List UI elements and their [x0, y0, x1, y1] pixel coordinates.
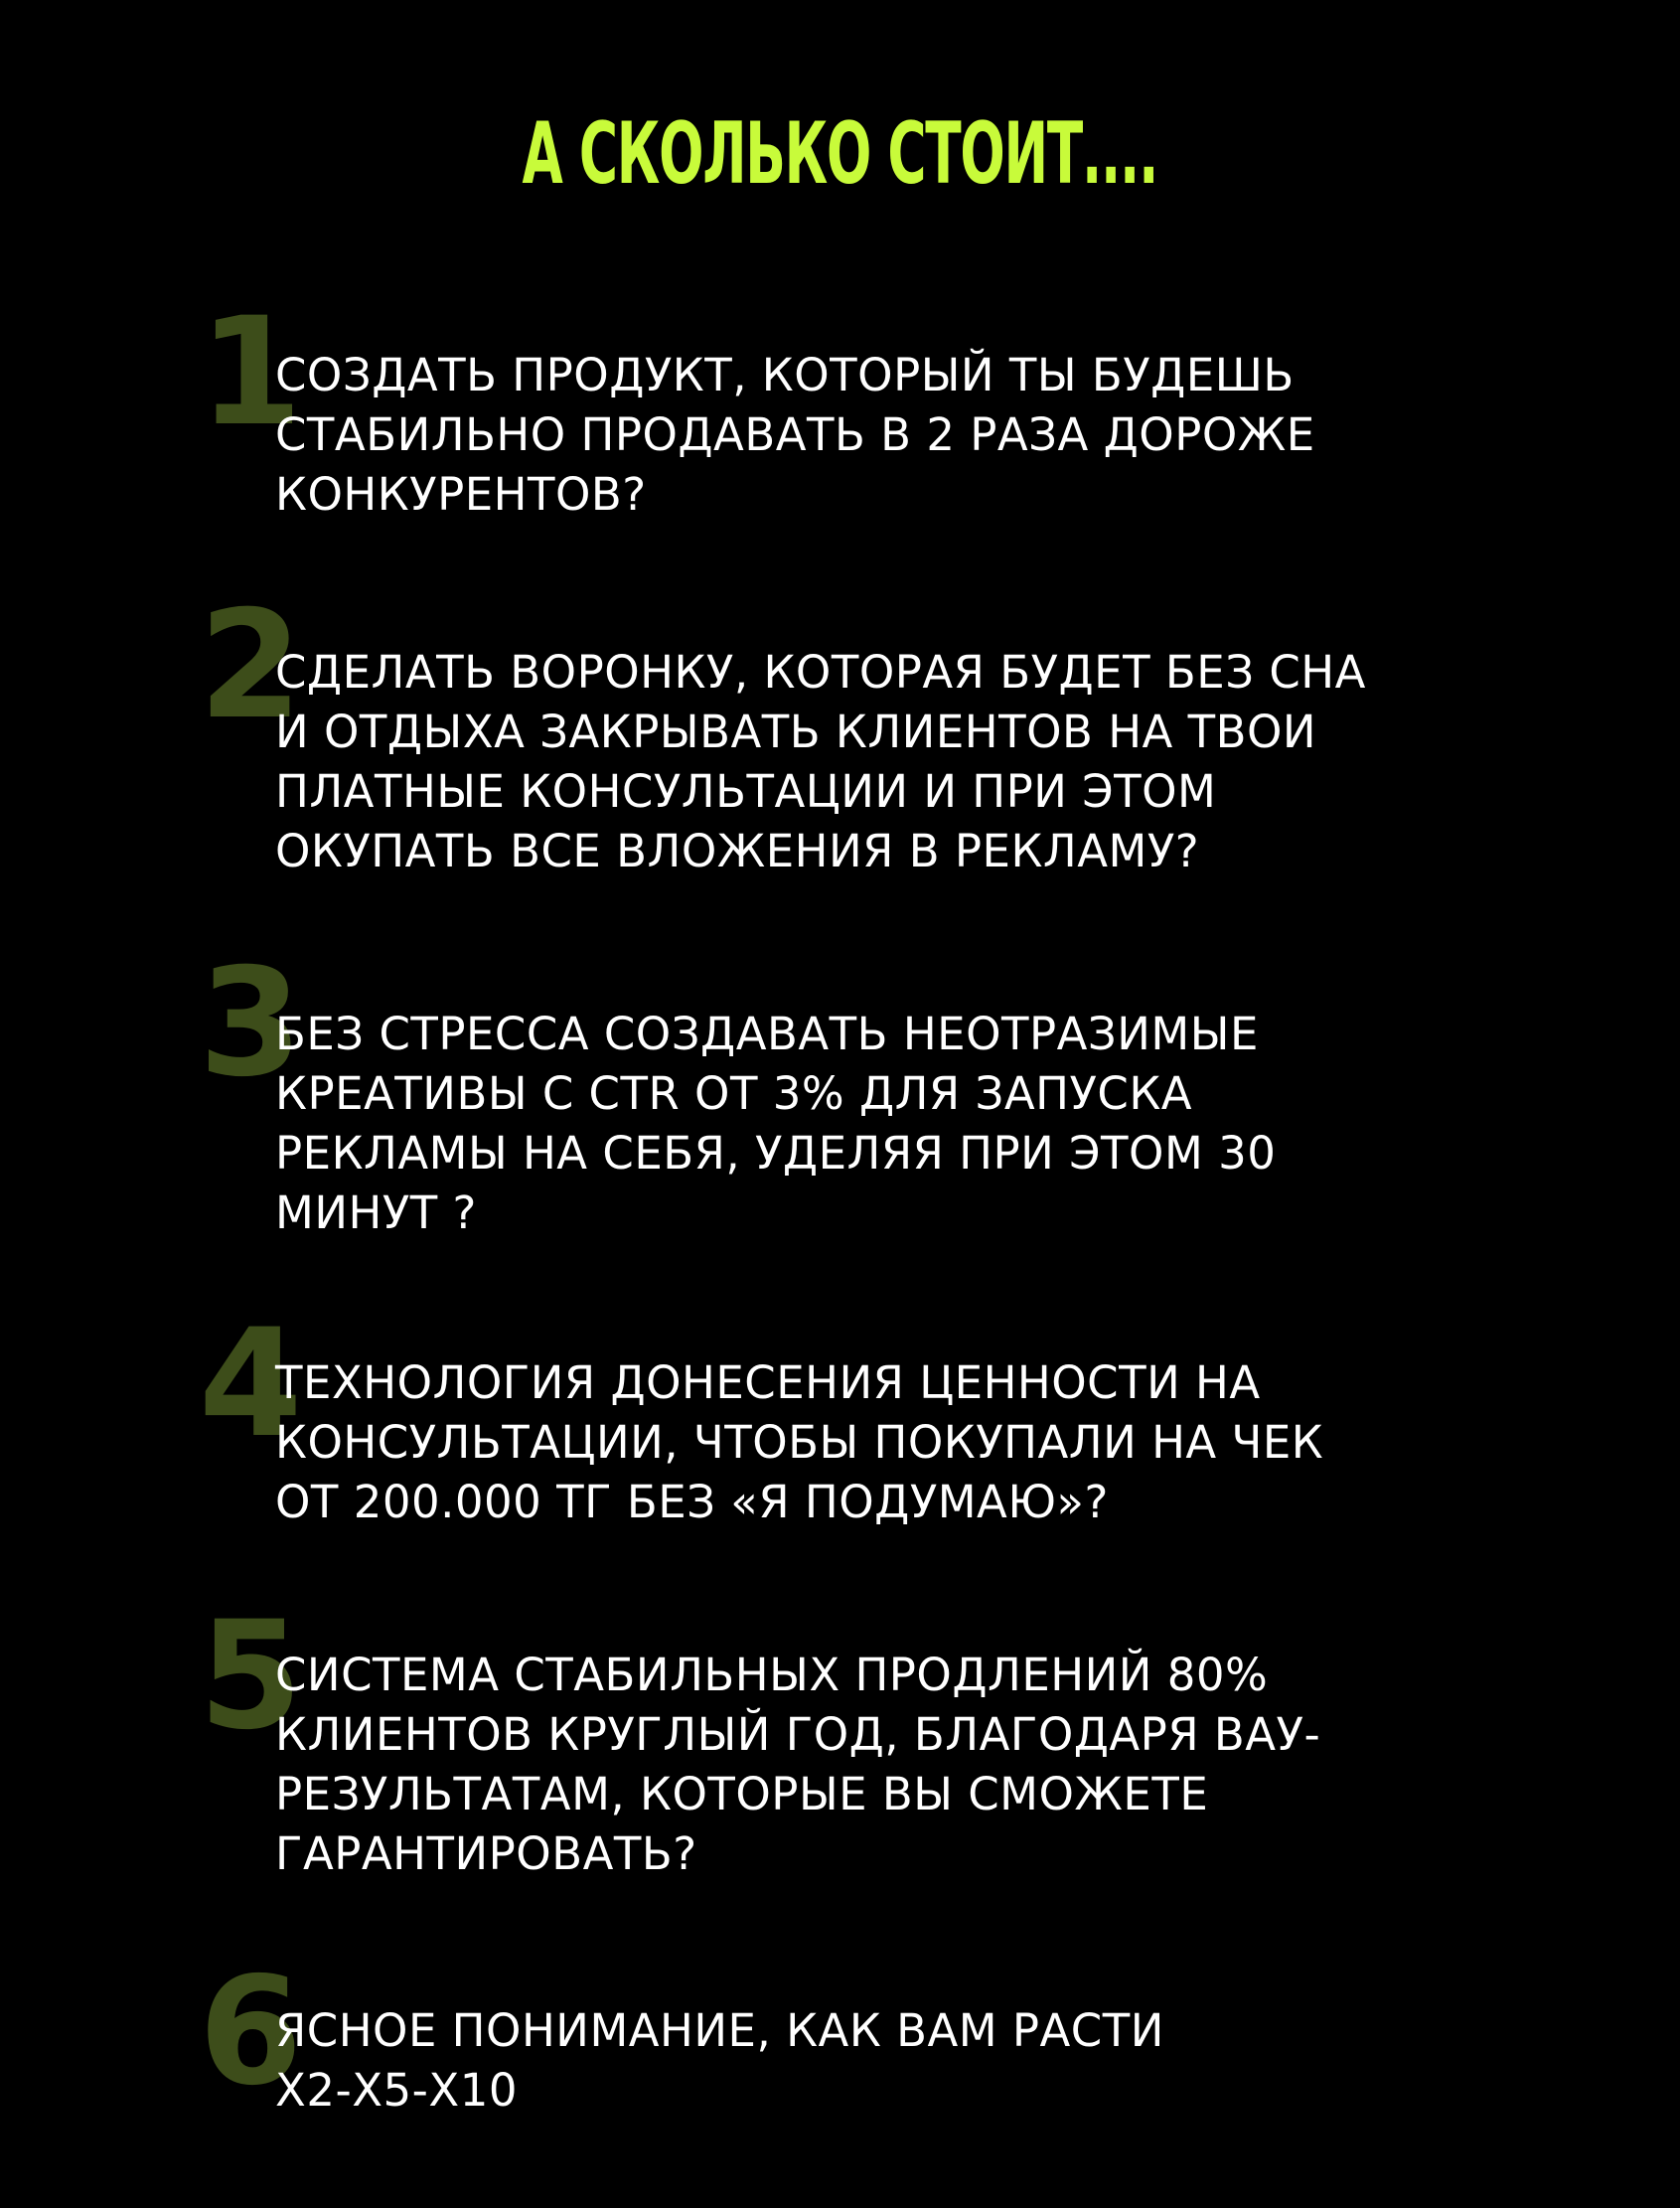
item-number-5: 5 — [199, 1590, 295, 1763]
item-number-2: 2 — [199, 579, 295, 752]
item-text-3: БЕЗ СТРЕССА СОЗДАВАТЬ НЕОТРАЗИМЫЕ КРЕАТИВЫ С CTR ОТ 3% ДЛЯ ЗАПУСКА РЕКЛАМЫ НА СЕБЯ, УДЕЛЯЯ ПРИ ЭТОМ 30 МИНУТ ? — [275, 1008, 1277, 1239]
item-text-1: СОЗДАТЬ ПРОДУКТ, КОТОРЫЙ ТЫ БУДЕШЬ СТАБИЛЬНО ПРОДАВАТЬ В 2 РАЗА ДОРОЖЕ КОНКУРЕНТОВ? — [275, 349, 1315, 521]
item-text-5: СИСТЕМА СТАБИЛЬНЫХ ПРОДЛЕНИЙ 80% КЛИЕНТОВ КРУГЛЫЙ ГОД, БЛАГОДАРЯ ВАУ- РЕЗУЛЬТАТАМ, КОТОРЫЕ ВЫ СМОЖЕТЕ ГАРАНТИРОВАТЬ? — [275, 1649, 1321, 1880]
item-text-2: СДЕЛАТЬ ВОРОНКУ, КОТОРАЯ БУДЕТ БЕЗ СНА И ОТДЫХА ЗАКРЫВАТЬ КЛИЕНТОВ НА ТВОИ ПЛАТНЫЕ КОНСУЛЬТАЦИИ И ПРИ ЭТОМ ОКУПАТЬ ВСЕ ВЛОЖЕНИЯ В РЕКЛАМУ? — [275, 646, 1366, 877]
item-number-6: 6 — [199, 1946, 295, 2119]
item-text-4: ТЕХНОЛОГИЯ ДОНЕСЕНИЯ ЦЕННОСТИ НА КОНСУЛЬТАЦИИ, ЧТОБЫ ПОКУПАЛИ НА ЧЕК ОТ 200.000 ТГ БЕЗ «Я ПОДУМАЮ»? — [275, 1356, 1324, 1528]
item-number-1: 1 — [199, 286, 295, 459]
item-number-3: 3 — [199, 937, 295, 1110]
item-number-4: 4 — [199, 1298, 295, 1471]
page-title: А СКОЛЬКО СТОИТ.... — [522, 104, 1158, 204]
item-text-6: ЯСНОЕ ПОНИМАНИЕ, КАК ВАМ РАСТИ Х2-Х5-Х10 — [275, 2004, 1164, 2117]
